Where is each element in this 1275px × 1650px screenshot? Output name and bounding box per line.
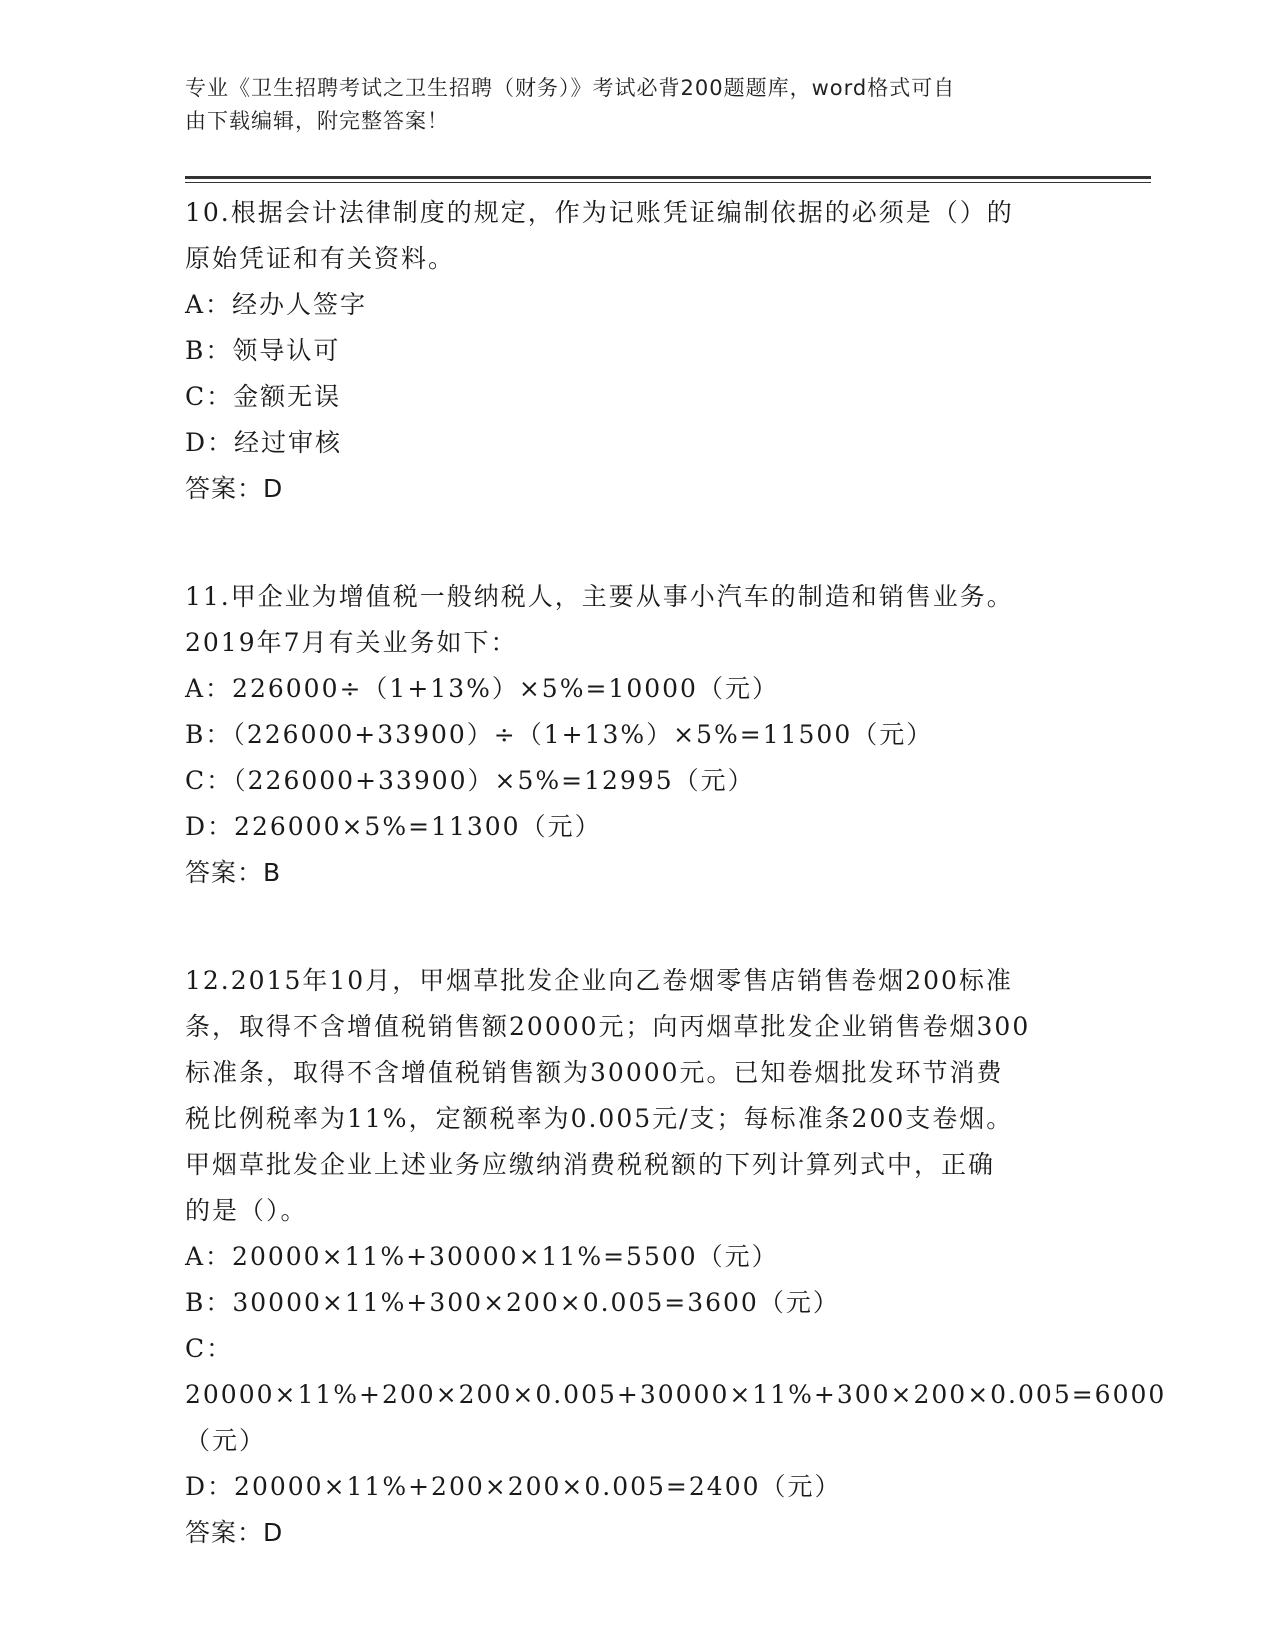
- question-stem-line: 条，取得不含增值税销售额20000元；向丙烟草批发企业销售卷烟300: [185, 1012, 1031, 1041]
- option-c: C：金额无误: [185, 382, 342, 411]
- header-divider-thick: [185, 176, 1151, 179]
- question-12: [185, 958, 1167, 1556]
- answer-line: 答案：D: [185, 1518, 284, 1547]
- option-a: A：20000×11%+30000×11%=5500（元）: [185, 1242, 779, 1271]
- question-list: [185, 190, 1167, 1618]
- question-stem-line: 10.根据会计法律制度的规定，作为记账凭证编制依据的必须是（）的: [185, 198, 1014, 227]
- header-line-1: 专业《卫生招聘考试之卫生招聘（财务）》考试必背200题题库，word格式可自: [185, 76, 956, 100]
- question-stem-line: 甲烟草批发企业上述业务应缴纳消费税税额的下列计算列式中，正确: [185, 1150, 996, 1179]
- option-d: D：226000×5%=11300（元）: [185, 812, 602, 841]
- option-c: C：20000×11%+200×200×0.005+30000×11%+300×200×0.005=6000: [185, 1334, 1167, 1409]
- option-c-continued: （元）: [185, 1426, 267, 1455]
- option-b: B：（226000+33900）÷（1+13%）×5%=11500（元）: [185, 720, 934, 749]
- question-10: [185, 190, 1085, 512]
- question-stem-line: 的是（）。: [185, 1196, 308, 1225]
- option-c: C：（226000+33900）×5%=12995（元）: [185, 766, 755, 795]
- question-stem-line: 2019年7月有关业务如下：: [185, 628, 518, 657]
- question-stem-line: 税比例税率为11%，定额税率为0.005元/支；每标准条200支卷烟。: [185, 1104, 1014, 1133]
- answer-line: 答案：B: [185, 858, 282, 887]
- answer-line: 答案：D: [185, 474, 284, 503]
- option-a: A：226000÷（1+13%）×5%=10000（元）: [185, 674, 779, 703]
- question-11: [185, 574, 1085, 896]
- header-line-2: 由下载编辑，附完整答案！: [185, 109, 449, 133]
- document-header: [185, 72, 1065, 138]
- question-stem-line: 原始凭证和有关资料。: [185, 244, 456, 273]
- question-stem-line: 11.甲企业为增值税一般纳税人，主要从事小汽车的制造和销售业务。: [185, 582, 1014, 611]
- option-b: B：领导认可: [185, 336, 341, 365]
- option-d: D：经过审核: [185, 428, 343, 457]
- option-b: B：30000×11%+300×200×0.005=3600（元）: [185, 1288, 840, 1317]
- question-stem-line: 12.2015年10月，甲烟草批发企业向乙卷烟零售店销售卷烟200标准: [185, 966, 1013, 995]
- header-divider-thin: [185, 182, 1151, 183]
- option-d: D：20000×11%+200×200×0.005=2400（元）: [185, 1472, 842, 1501]
- option-a: A：经办人签字: [185, 290, 368, 319]
- question-stem-line: 标准条，取得不含增值税销售额为30000元。已知卷烟批发环节消费: [185, 1058, 1004, 1087]
